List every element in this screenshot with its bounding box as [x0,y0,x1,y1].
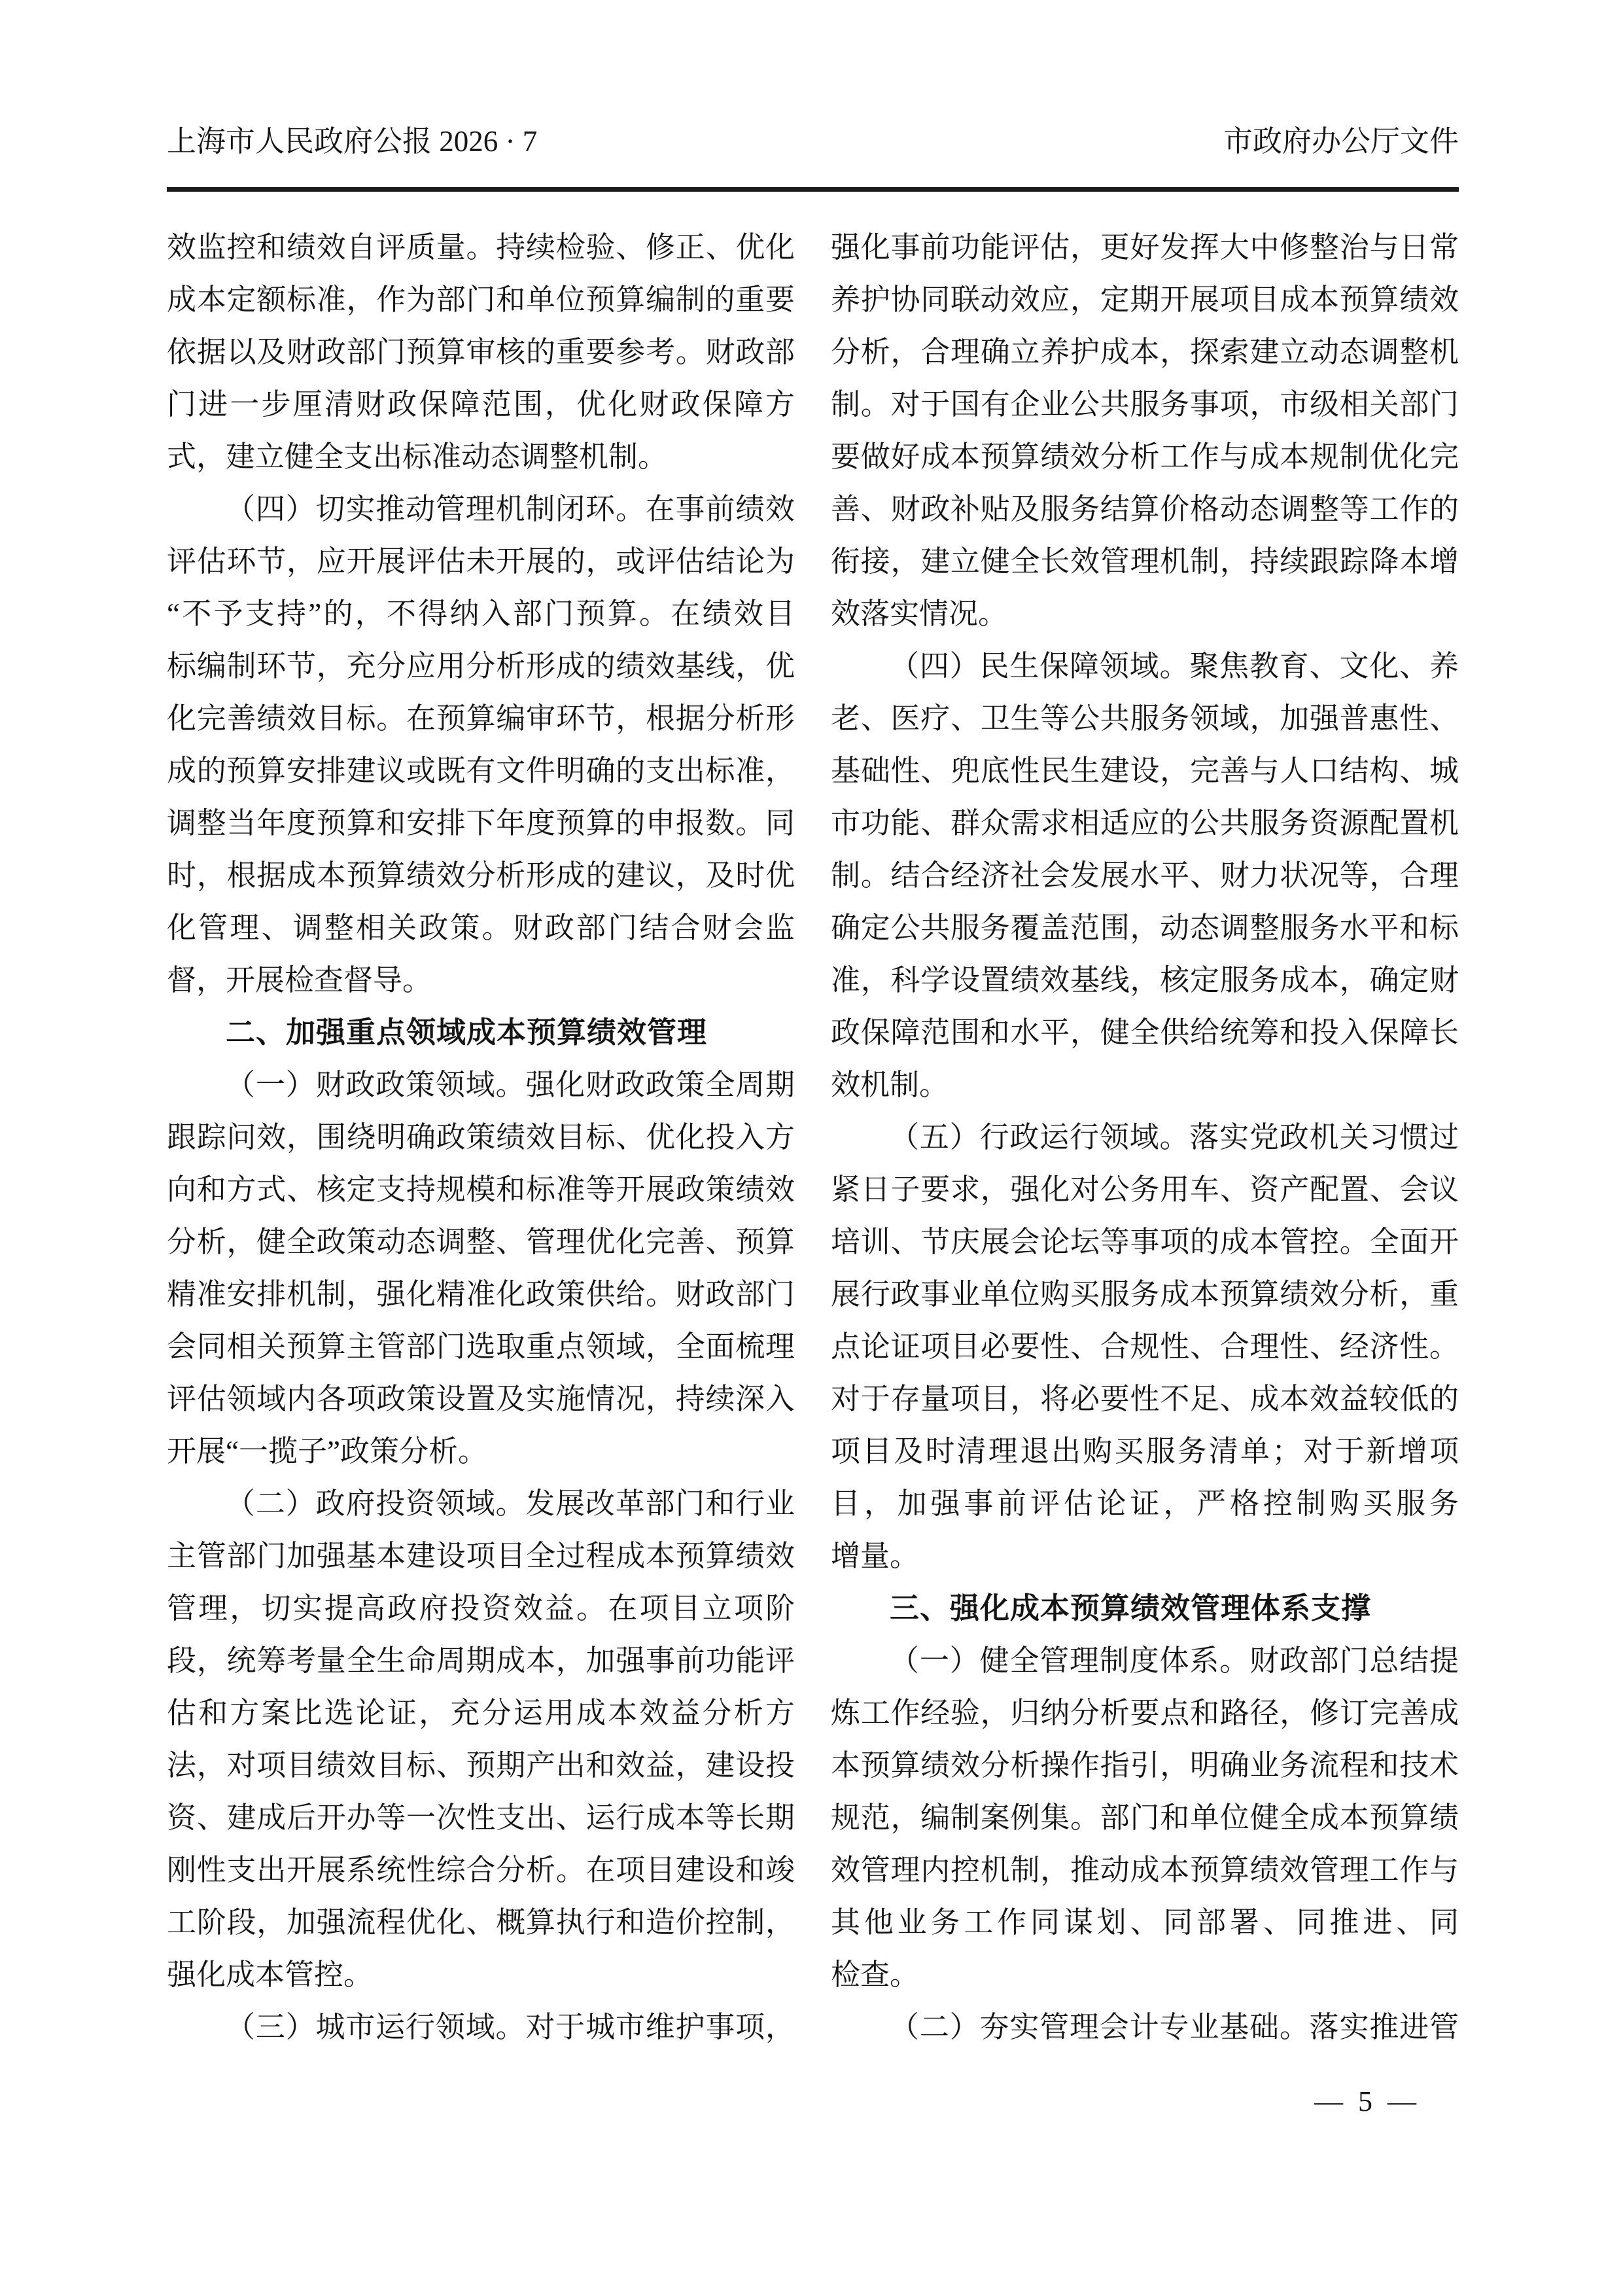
column-left [167,221,795,2053]
header-rule [167,187,1459,192]
text-line: 调整当年度预算和安排下年度预算的申报数。同 [167,807,795,839]
text-line: 强化成本管控。 [167,1958,374,1991]
text-line: 养护协同联动效应，定期开展项目成本预算绩效 [831,283,1459,316]
text-line: “不予支持”的，不得纳入部门预算。在绩效目 [167,597,795,630]
text-line: 会同相关预算主管部门选取重点领域，全面梳理 [167,1330,795,1363]
text-line: （一）财政政策领域。强化财政政策全周期 [226,1069,795,1101]
text-line: 制。对于国有企业公共服务事项，市级相关部门 [831,388,1459,421]
text-line: 展行政事业单位购买服务成本预算绩效分析，重 [831,1278,1459,1311]
text-line: 资、建成后开办等一次性支出、运行成本等长期 [167,1801,795,1834]
text-line: 对于存量项目，将必要性不足、成本效益较低的 [831,1383,1459,1415]
text-line: 精准安排机制，强化精准化政策供给。财政部门 [167,1278,795,1311]
section-heading: 三、强化成本预算绩效管理体系支撑 [890,1591,1372,1625]
text-line: 效机制。 [831,1069,949,1101]
column-right [831,221,1459,2053]
text-line: 目，加强事前评估论证，严格控制购买服务 [831,1487,1459,1520]
text-line: （四）切实推动管理机制闭环。在事前绩效 [226,493,795,525]
text-line: （一）健全管理制度体系。财政部门总结提 [890,1644,1459,1677]
text-line: 紧日子要求，强化对公务用车、资产配置、会议 [831,1173,1459,1206]
content-columns [167,221,1459,2053]
text-line: 标编制环节，充分应用分析形成的绩效基线，优 [167,650,795,682]
text-line: 分析，健全政策动态调整、管理优化完善、预算 [167,1226,795,1258]
text-line: 管理，切实提高政府投资效益。在项目立项阶 [167,1592,795,1625]
text-line: 制。结合经济社会发展水平、财力状况等，合理 [831,859,1459,892]
text-line: 门进一步厘清财政保障范围，优化财政保障方 [167,388,795,421]
text-line: 培训、节庆展会论坛等事项的成本管控。全面开 [831,1226,1459,1258]
text-line: 善、财政补贴及服务结算价格动态调整等工作的 [831,493,1459,525]
text-line: 政保障范围和水平，健全供给统筹和投入保障长 [831,1016,1459,1049]
text-line: 估和方案比选论证，充分运用成本效益分析方 [167,1697,795,1729]
text-line: 炼工作经验，归纳分析要点和路径，修订完善成 [831,1697,1459,1729]
text-line: 项目及时清理退出购买服务清单；对于新增项 [831,1435,1459,1468]
page-header [167,123,1459,160]
text-line: （二）夯实管理会计专业基础。落实推进管 [890,2011,1459,2043]
text-line: （三）城市运行领域。对于城市维护事项， [226,2011,795,2043]
text-line: 评估领域内各项政策设置及实施情况，持续深入 [167,1383,795,1415]
text-line: 效落实情况。 [831,597,1008,630]
text-line: 法，对项目绩效目标、预期产出和效益，建设投 [167,1749,795,1782]
text-line: 确定公共服务覆盖范围，动态调整服务水平和标 [831,911,1459,944]
section-heading: 二、加强重点领域成本预算绩效管理 [226,1016,708,1049]
text-line: 效管理内控机制，推动成本预算绩效管理工作与 [831,1854,1459,1886]
text-line: 检查。 [831,1958,920,1991]
text-line: 增量。 [831,1540,920,1572]
text-line: 时，根据成本预算绩效分析形成的建议，及时优 [167,859,795,892]
text-line: 强化事前功能评估，更好发挥大中修整治与日常 [831,231,1459,264]
text-line: 评估环节，应开展评估未开展的，或评估结论为 [167,545,795,578]
text-line: 段，统筹考量全生命周期成本，加强事前功能评 [167,1644,795,1677]
text-line: 要做好成本预算绩效分析工作与成本规制优化完 [831,440,1459,473]
header-gazette-title: 上海市人民政府公报 2026 · 7 [167,125,538,158]
text-line: 市功能、群众需求相适应的公共服务资源配置机 [831,807,1459,839]
text-line: 点论证项目必要性、合规性、合理性、经济性。 [831,1330,1459,1363]
text-line: 老、医疗、卫生等公共服务领域，加强普惠性、 [831,702,1459,735]
text-line: 分析，合理确立养护成本，探索建立动态调整机 [831,336,1459,368]
text-line: 主管部门加强基本建设项目全过程成本预算绩效 [167,1540,795,1572]
text-line: 准，科学设置绩效基线，核定服务成本，确定财 [831,964,1459,997]
text-line: 其他业务工作同谋划、同部署、同推进、同 [831,1906,1459,1939]
text-line: 衔接，建立健全长效管理机制，持续跟踪降本增 [831,545,1459,578]
text-line: 向和方式、核定支持规模和标准等开展政策绩效 [167,1173,795,1206]
text-line: 依据以及财政部门预算审核的重要参考。财政部 [167,336,795,368]
text-line: 开展“一揽子”政策分析。 [167,1435,487,1468]
text-line: 效监控和绩效自评质量。持续检验、修正、优化 [167,231,795,264]
text-line: 化管理、调整相关政策。财政部门结合财会监 [167,911,795,944]
text-line: 成的预算安排建议或既有文件明确的支出标准， [167,754,795,787]
text-line: 规范，编制案例集。部门和单位健全成本预算绩 [831,1801,1459,1834]
text-line: 基础性、兜底性民生建设，完善与人口结构、城 [831,754,1459,787]
text-line: （二）政府投资领域。发展改革部门和行业 [226,1487,795,1520]
text-line: 成本定额标准，作为部门和单位预算编制的重要 [167,283,795,316]
text-line: 跟踪问效，围绕明确政策绩效目标、优化投入方 [167,1121,795,1154]
text-line: （四）民生保障领域。聚焦教育、文化、养 [890,650,1459,682]
header-document-category: 市政府办公厅文件 [1223,125,1459,158]
text-line: 工阶段，加强流程优化、概算执行和造价控制， [167,1906,795,1939]
text-line: 督，开展检查督导。 [167,964,432,997]
text-line: 本预算绩效分析操作指引，明确业务流程和技术 [831,1749,1459,1782]
text-line: （五）行政运行领域。落实党政机关习惯过 [890,1121,1459,1154]
page-number: — 5 — [1314,2085,1420,2117]
text-line: 化完善绩效目标。在预算编审环节，根据分析形 [167,702,795,735]
text-line: 式，建立健全支出标准动态调整机制。 [167,440,668,473]
text-line: 刚性支出开展系统性综合分析。在项目建设和竣 [167,1854,795,1886]
